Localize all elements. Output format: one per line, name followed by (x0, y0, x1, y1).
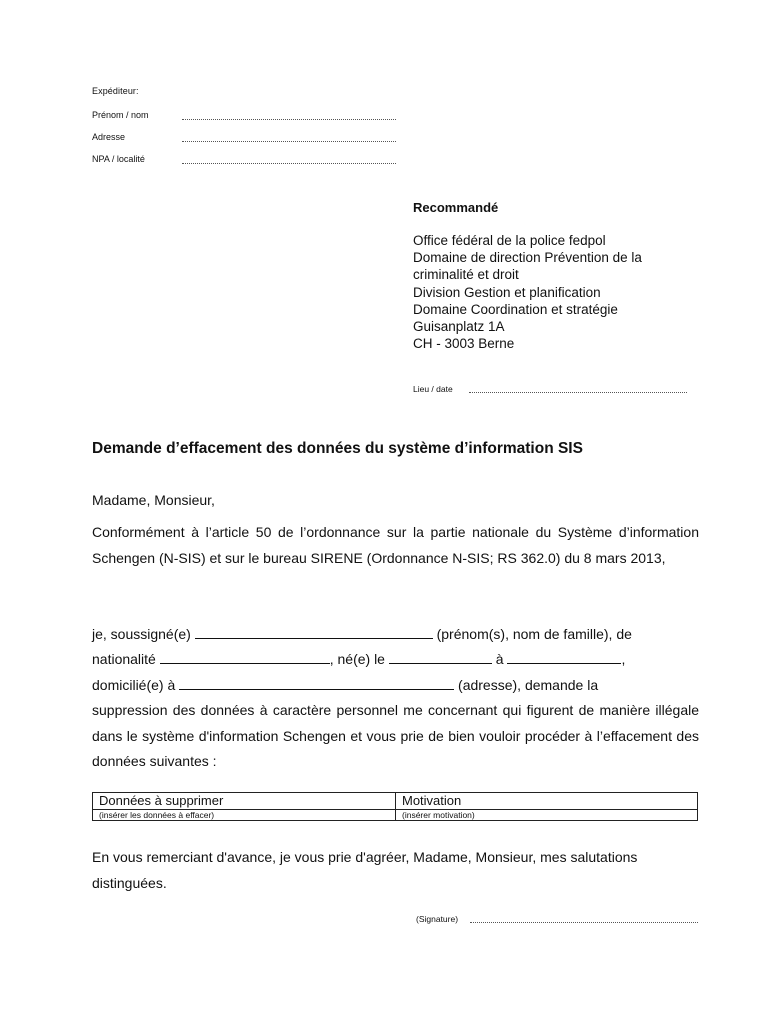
recipient-line: Division Gestion et planification (413, 284, 601, 300)
form-text: , né(e) le (329, 651, 385, 667)
form-line-address (92, 673, 699, 699)
nationality-blank-field[interactable] (160, 650, 330, 664)
sender-name-field[interactable] (182, 110, 396, 120)
sender-locality-field[interactable] (182, 154, 396, 164)
closing-paragraph: En vous remerciant d'avance, je vous prie d'agréer, Madame, Monsieur, mes salutations distinguées. (92, 849, 638, 891)
birth-date-blank-field[interactable] (389, 650, 492, 664)
form-line-nationality (92, 647, 699, 673)
request-paragraph: suppression des données à caractère personnel me concernant qui figurent de manière illégale dans le système d'information Schengen et vous prie de bien vouloir procéder à l’effacement des données suivantes : (92, 702, 699, 770)
table-header-data: Données à supprimer (93, 793, 396, 810)
sender-address-row (92, 132, 402, 144)
recipient-address (413, 232, 642, 352)
salutation: Madame, Monsieur, (92, 492, 215, 508)
form-line-name (92, 622, 699, 648)
sender-locality-row (92, 154, 402, 166)
sender-address-label: Adresse (92, 132, 126, 142)
sender-heading: Expéditeur: (92, 86, 139, 96)
form-text: je, soussigné(e) (92, 626, 191, 642)
sender-address-field[interactable] (182, 132, 396, 142)
recipient-line: Office fédéral de la police fedpol (413, 233, 606, 248)
birth-place-blank-field[interactable] (507, 650, 621, 664)
document-title: Demande d’effacement des données du système d’information SIS (92, 440, 583, 457)
table-hint: (insérer motivation) (402, 810, 475, 820)
data-table (92, 792, 698, 821)
name-blank-field[interactable] (195, 625, 433, 639)
form-text: nationalité (92, 651, 156, 667)
table-cell-motivation-input[interactable] (396, 810, 698, 821)
recipient-line: Domaine Coordination et stratégie (413, 301, 618, 317)
table-cell-data-input[interactable] (93, 810, 396, 821)
form-text: à (495, 651, 504, 667)
recipient-line: CH - 3003 Berne (413, 336, 515, 352)
sender-locality-label: NPA / localité (92, 154, 145, 164)
recipient-line: Domaine de direction Prévention de la (413, 250, 642, 266)
sender-name-row (92, 110, 402, 122)
address-blank-field[interactable] (179, 676, 454, 690)
sender-name-label: Prénom / nom (92, 110, 149, 120)
signature-label: (Signature) (416, 914, 459, 924)
place-date-label: Lieu / date (413, 384, 453, 394)
form-text: (adresse), demande la (458, 677, 599, 693)
table-hint: (insérer les données à effacer) (99, 810, 215, 820)
form-text: (prénom(s), nom de famille), de (436, 626, 632, 642)
form-text: domicilié(e) à (92, 677, 176, 693)
table-header-motivation: Motivation (396, 793, 698, 810)
intro-paragraph: Conformément à l’article 50 de l’ordonnance sur la partie nationale du Système d’information Schengen (N-SIS) et sur le bureau SIRENE (Ordonnance N-SIS; RS 362.0) du 8 mars 2013, (92, 524, 699, 566)
recipient-line: criminalité et droit (413, 267, 519, 283)
form-text: , (621, 651, 626, 667)
signature-field[interactable] (470, 914, 698, 923)
registered-mail-label: Recommandé (413, 200, 499, 215)
place-date-field[interactable] (469, 384, 687, 393)
recipient-line: Guisanplatz 1A (413, 319, 505, 335)
